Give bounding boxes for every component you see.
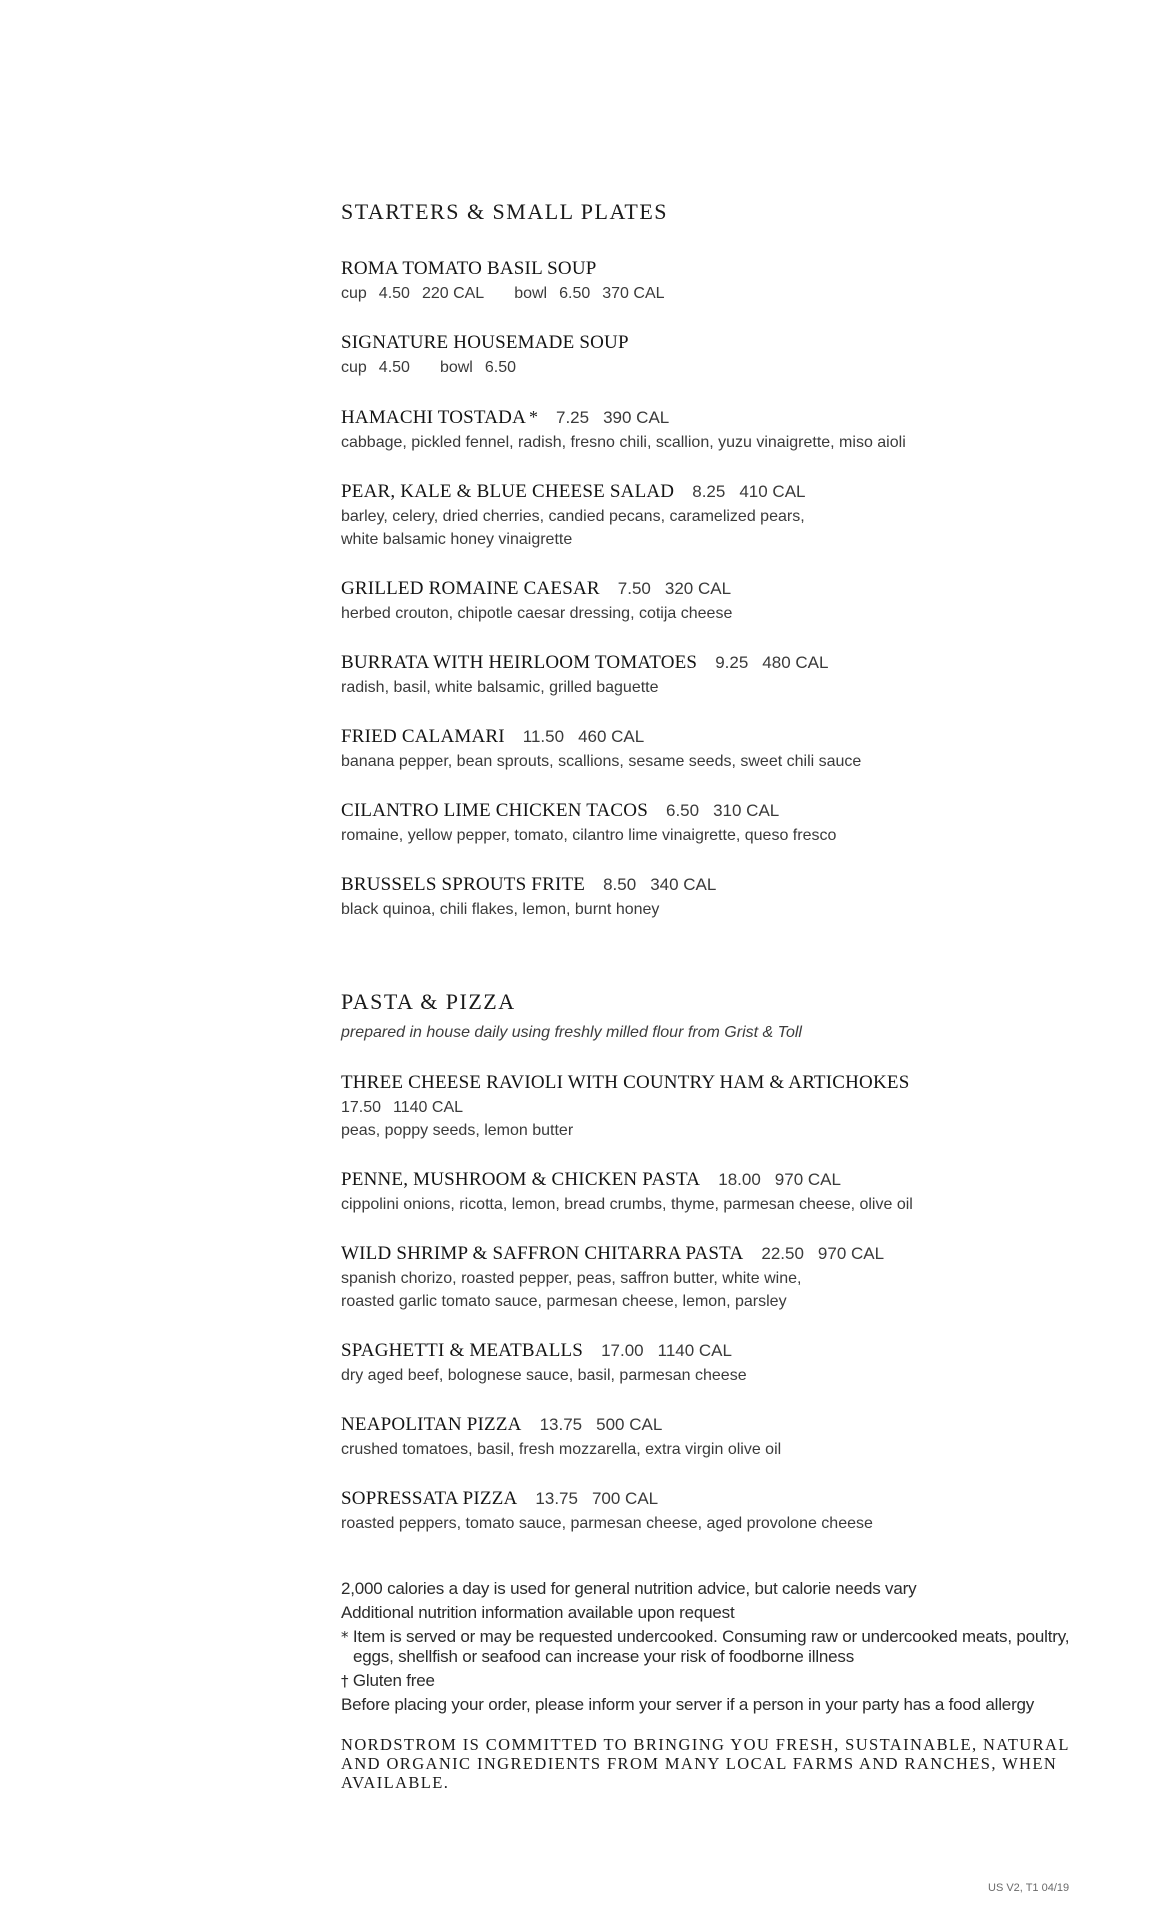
- item-price: 18.00: [718, 1170, 761, 1189]
- bowl-label: bowl: [514, 285, 548, 302]
- item-calories: 1140 CAL: [657, 1341, 732, 1360]
- menu-item-penne-mushroom-chicken: [341, 1168, 1141, 1216]
- item-calories: 310 CAL: [713, 801, 780, 820]
- item-calories: 340 CAL: [650, 875, 717, 894]
- item-price: 7.50: [617, 579, 651, 598]
- item-name: SOPRESSATA PIZZA: [341, 1488, 518, 1509]
- bowl-label: bowl: [439, 359, 473, 376]
- item-calories: 970 CAL: [774, 1170, 841, 1189]
- item-name: BRUSSELS SPROUTS FRITE: [341, 874, 586, 895]
- item-name: PEAR, KALE & BLUE CHEESE SALAD: [341, 481, 675, 502]
- item-calories: 320 CAL: [664, 579, 732, 598]
- menu-item-sopressata-pizza: [341, 1487, 1141, 1535]
- cup-label: cup: [341, 285, 367, 302]
- item-description-line2: roasted garlic tomato sauce, parmesan cheese, lemon, parsley: [341, 1293, 787, 1310]
- menu-item-neapolitan-pizza: [341, 1413, 1141, 1461]
- item-description: barley, celery, dried cherries, candied pecans, caramelized pears,: [341, 508, 805, 525]
- item-description: cabbage, pickled fennel, radish, fresno chili, scallion, yuzu vinaigrette, miso aioli: [341, 434, 906, 451]
- bowl-price: 6.50: [484, 359, 516, 376]
- item-price: 13.75: [539, 1415, 583, 1434]
- note-allergy: Before placing your order, please inform your server if a person in your party has a food allergy: [341, 1695, 1035, 1714]
- starters-section: [341, 199, 1141, 921]
- item-calories: 410 CAL: [739, 482, 806, 501]
- item-name: ROMA TOMATO BASIL SOUP: [341, 258, 597, 279]
- menu-item-wild-shrimp-chitarra: [341, 1242, 1141, 1313]
- menu-item-fried-calamari: [341, 725, 1141, 773]
- item-description: radish, basil, white balsamic, grilled baguette: [341, 679, 659, 696]
- item-description-line2: white balsamic honey vinaigrette: [341, 531, 573, 548]
- cup-price: 4.50: [378, 285, 410, 302]
- section-title-starters: STARTERS & SMALL PLATES: [341, 199, 669, 224]
- item-price: 13.75: [535, 1489, 578, 1508]
- menu-item-pear-kale-salad: [341, 480, 1141, 551]
- item-calories: 390 CAL: [603, 408, 670, 427]
- item-price: 8.25: [692, 482, 726, 501]
- menu-item-signature-soup: [341, 331, 1141, 379]
- size-price-line: [341, 356, 1141, 379]
- bowl-calories: 370 CAL: [602, 285, 665, 302]
- item-description: roasted peppers, tomato sauce, parmesan cheese, aged provolone cheese: [341, 1515, 873, 1532]
- item-calories: 460 CAL: [578, 727, 645, 746]
- menu-item-hamachi-tostada: [341, 405, 1141, 454]
- section-subtitle-pasta: prepared in house daily using freshly milled flour from Grist & Toll: [341, 1024, 802, 1041]
- item-price: 11.50: [522, 727, 565, 746]
- item-calories: 970 CAL: [817, 1244, 885, 1263]
- item-name: GRILLED ROMAINE CAESAR: [341, 578, 600, 599]
- item-description: spanish chorizo, roasted pepper, peas, saffron butter, white wine,: [341, 1270, 802, 1287]
- menu-item-chicken-tacos: [341, 799, 1141, 847]
- item-name: BURRATA WITH HEIRLOOM TOMATOES: [341, 652, 698, 673]
- item-name: THREE CHEESE RAVIOLI WITH COUNTRY HAM & ARTICHOKES: [341, 1072, 910, 1093]
- menu-item-burrata: [341, 651, 1141, 699]
- item-calories: 700 CAL: [591, 1489, 659, 1508]
- note-gluten-free: [341, 1669, 1141, 1693]
- item-calories: 500 CAL: [596, 1415, 663, 1434]
- item-name: CILANTRO LIME CHICKEN TACOS: [341, 800, 648, 821]
- note-additional-info: Additional nutrition information available upon request: [341, 1603, 735, 1622]
- item-price: 17.00: [601, 1341, 644, 1360]
- item-name: SIGNATURE HOUSEMADE SOUP: [341, 332, 629, 353]
- menu-item-grilled-romaine: [341, 577, 1141, 625]
- menu-item-spaghetti-meatballs: [341, 1339, 1141, 1387]
- item-price: 17.50: [341, 1099, 382, 1116]
- item-description: romaine, yellow pepper, tomato, cilantro lime vinaigrette, queso fresco: [341, 827, 837, 844]
- cup-label: cup: [341, 359, 367, 376]
- item-description: herbed crouton, chipotle caesar dressing, cotija cheese: [341, 605, 733, 622]
- footer-version-code: US V2, T1 04/19: [988, 1882, 1070, 1894]
- item-description: crushed tomatoes, basil, fresh mozzarella, extra virgin olive oil: [341, 1441, 782, 1458]
- item-calories: 1140 CAL: [393, 1099, 464, 1116]
- item-description: banana pepper, bean sprouts, scallions, sesame seeds, sweet chili sauce: [341, 753, 862, 770]
- note-gluten-free-text: Gluten free: [352, 1671, 435, 1690]
- item-description: cippolini onions, ricotta, lemon, bread crumbs, thyme, parmesan cheese, olive oil: [341, 1196, 913, 1213]
- menu-item-three-cheese-ravioli: [341, 1071, 1141, 1142]
- menu-item-roma-tomato-soup: [341, 257, 1141, 305]
- item-price: 6.50: [666, 801, 700, 820]
- item-description: dry aged beef, bolognese sauce, basil, parmesan cheese: [341, 1367, 747, 1384]
- asterisk-symbol: *: [341, 1628, 349, 1646]
- item-price: 9.25: [715, 653, 749, 672]
- bowl-price: 6.50: [559, 285, 591, 302]
- item-description: peas, poppy seeds, lemon butter: [341, 1122, 574, 1139]
- item-name: FRIED CALAMARI: [341, 726, 505, 747]
- dagger-symbol: †: [341, 1672, 349, 1690]
- item-calories: 480 CAL: [762, 653, 829, 672]
- menu-item-brussels-sprouts: [341, 873, 1141, 921]
- price-line: [341, 1096, 1141, 1119]
- starters-items: [341, 257, 1141, 921]
- item-name: WILD SHRIMP & SAFFRON CHITARRA PASTA: [341, 1243, 744, 1264]
- nutrition-notes: [341, 1577, 1141, 1717]
- size-price-line: [341, 282, 1141, 305]
- item-price: 7.25: [555, 408, 590, 427]
- item-price: 8.50: [603, 875, 637, 894]
- item-name: HAMACHI TOSTADA: [341, 407, 526, 428]
- note-undercooked-text: Item is served or may be requested undercooked. Consuming raw or undercooked meats, poultry,: [352, 1627, 1070, 1646]
- item-price: 22.50: [761, 1244, 804, 1263]
- item-name: SPAGHETTI & MEATBALLS: [341, 1340, 584, 1361]
- undercooked-asterisk: *: [528, 407, 538, 427]
- cup-price: 4.50: [378, 359, 410, 376]
- menu-page: [341, 199, 1141, 1792]
- item-name: PENNE, MUSHROOM & CHICKEN PASTA: [341, 1169, 701, 1190]
- section-title-pasta: PASTA & PIZZA: [341, 989, 516, 1014]
- item-name: NEAPOLITAN PIZZA: [341, 1414, 522, 1435]
- cup-calories: 220 CAL: [421, 285, 485, 302]
- note-calories: 2,000 calories a day is used for general nutrition advice, but calorie needs vary: [341, 1579, 917, 1598]
- commitment-statement: NORDSTROM IS COMMITTED TO BRINGING YOU FRESH, SUSTAINABLE, NATURAL AND ORGANIC INGREDIENTS FROM MANY LOCAL FARMS AND RANCHES, WHEN AVAILABLE.: [341, 1735, 1070, 1792]
- pasta-pizza-section: [341, 989, 1141, 1535]
- note-undercooked-line2: eggs, shellfish or seafood can increase your risk of foodborne illness: [353, 1647, 855, 1666]
- item-description: black quinoa, chili flakes, lemon, burnt honey: [341, 901, 660, 918]
- pasta-items: [341, 1071, 1141, 1535]
